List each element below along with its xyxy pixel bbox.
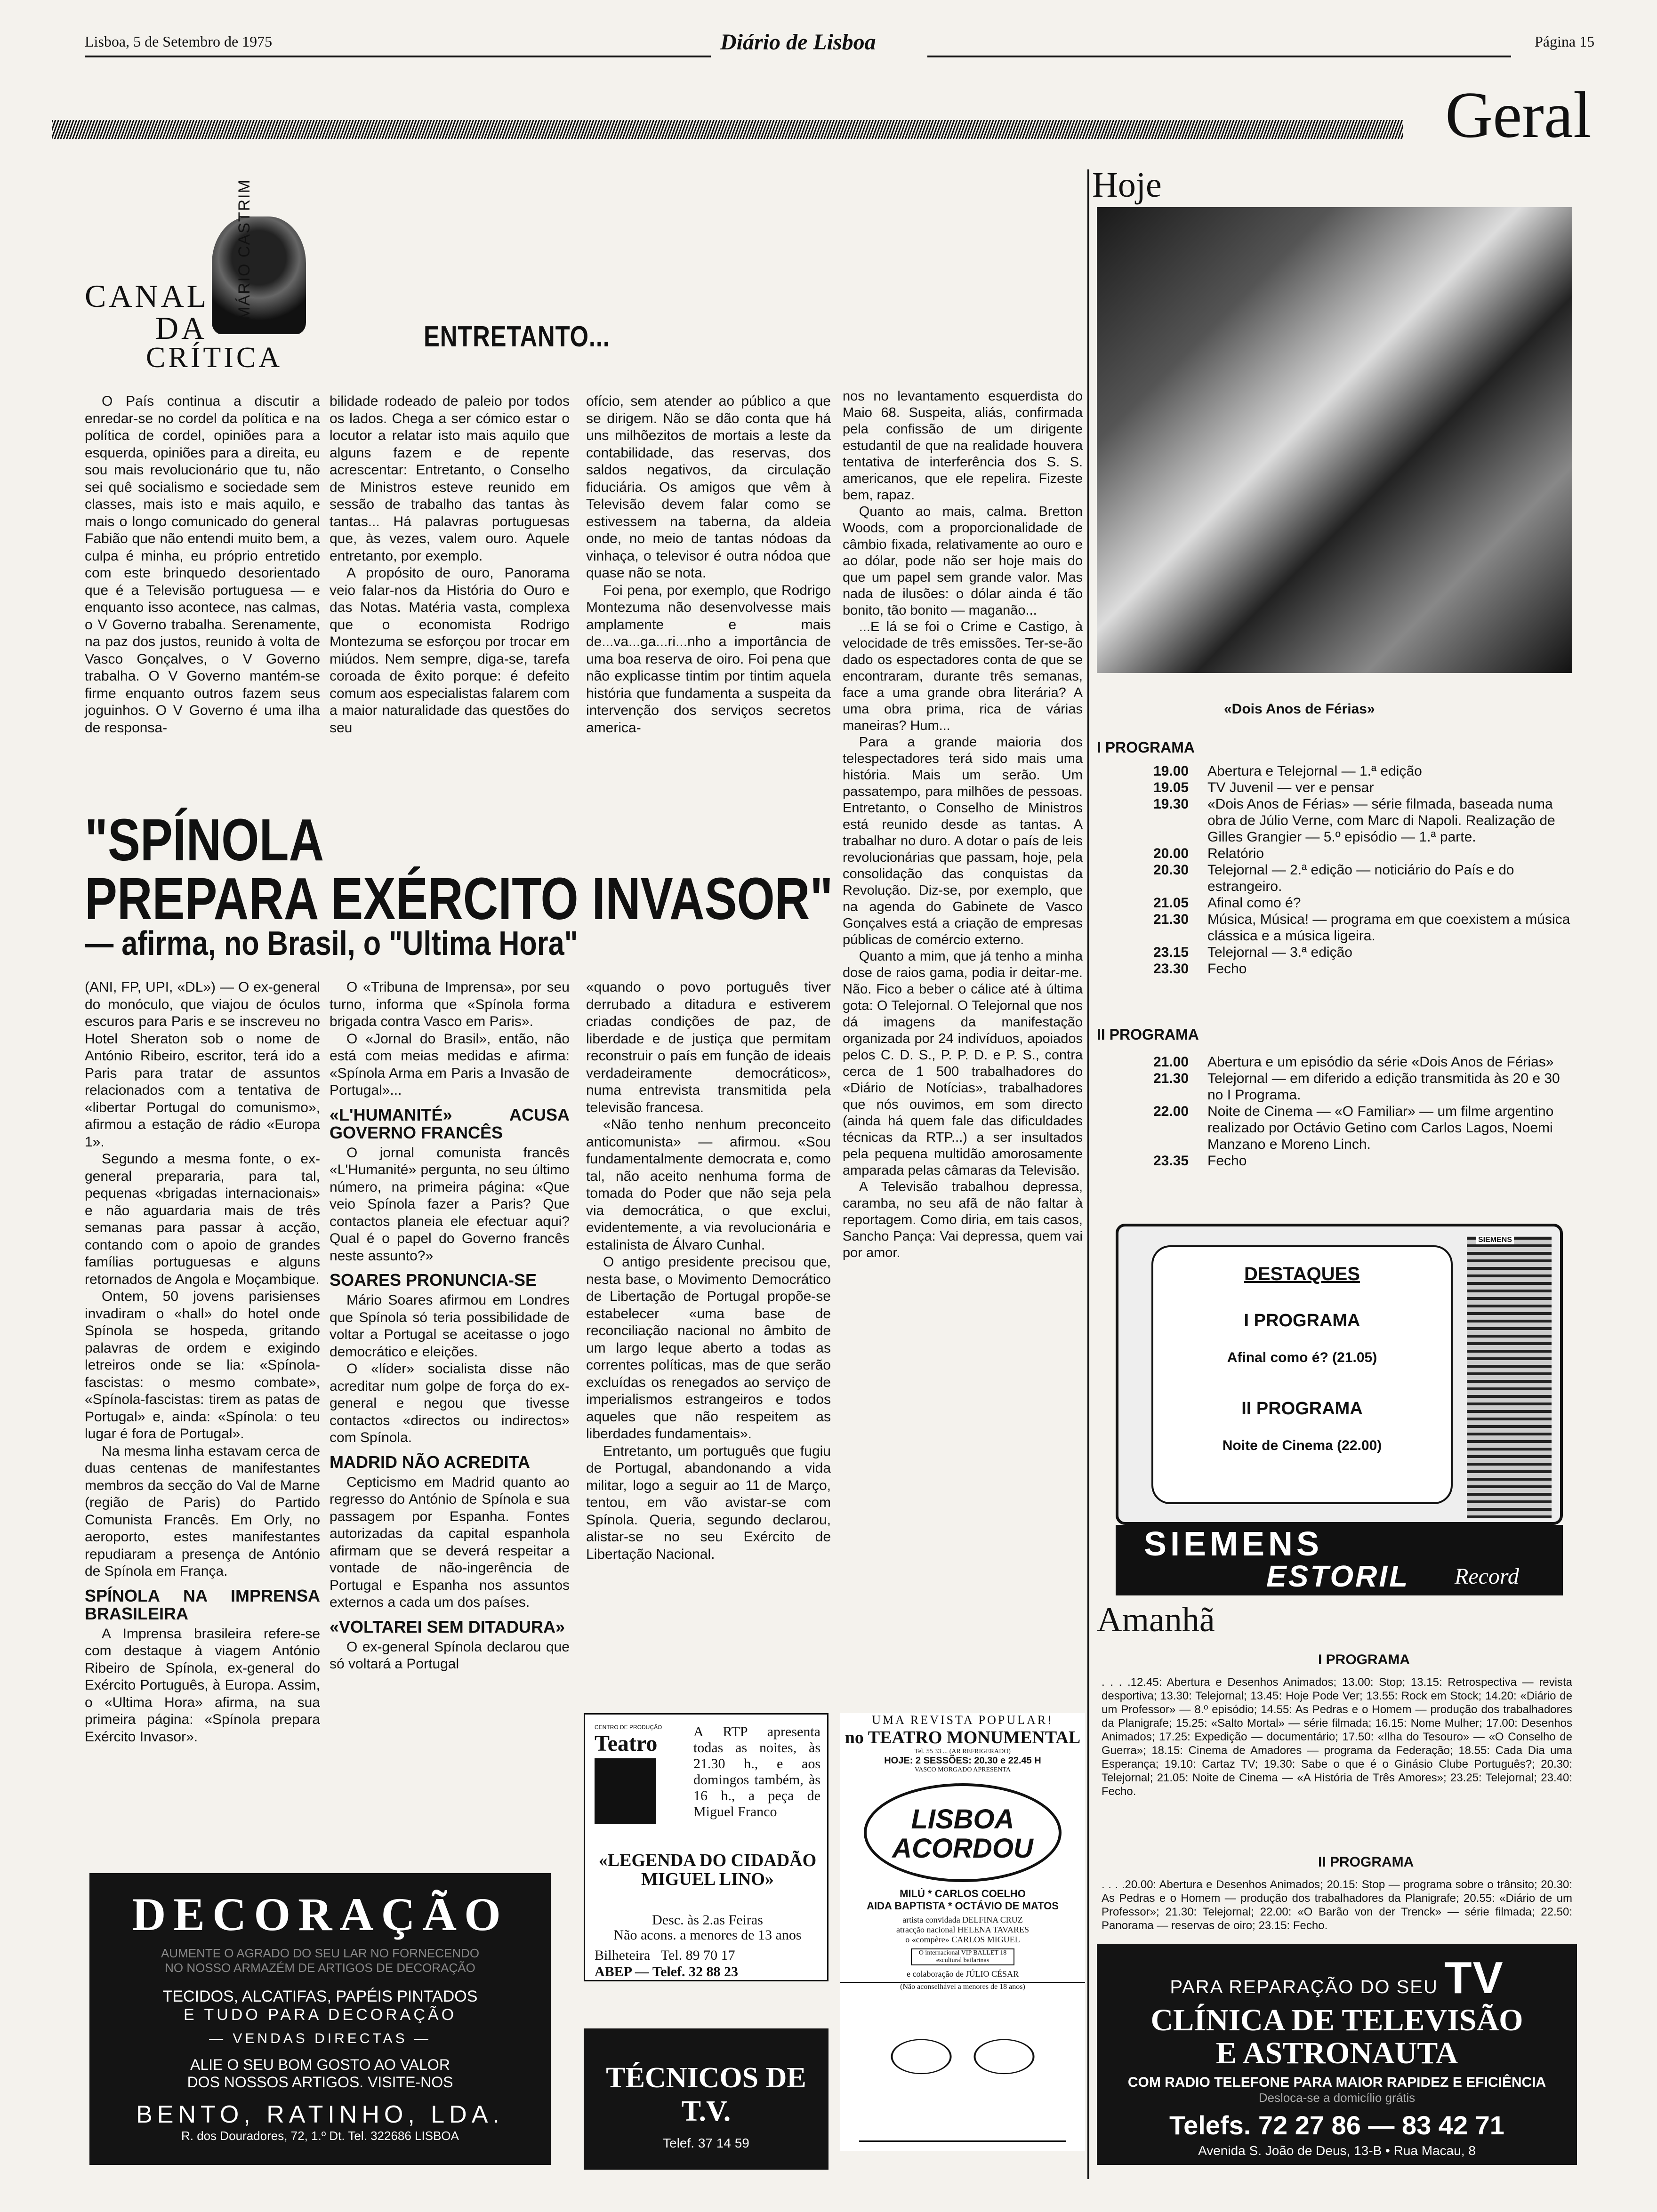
monumental-l5: VASCO MORGADO APRESENTA <box>915 1766 1011 1773</box>
article-paragraph: A Televisão trabalhou depressa, caramba, no seu afã de não faltar à reportagem. Como diria, em tais casos, Sancho Pança: Vai depressa, quem vai por amor. <box>843 1179 1083 1260</box>
teatro-ad <box>584 1713 828 1981</box>
program-time: 20.00 <box>1153 846 1189 861</box>
photo-caption: «Dois Anos de Férias» <box>1224 701 1375 717</box>
monumental-l4: HOJE: 2 SESSÕES: 20.30 e 22.45 H <box>884 1755 1041 1766</box>
article-paragraph: Segundo a mesma fonte, o ex-general prepararia, para tal, pequenas «brigadas internacionais» e não aguardaria mais de três semanas para passar à acção, contando com o apoio de grandes famílias portuguesas e alguns retornados de Angola e Moçambique. <box>85 1151 320 1287</box>
program-row <box>1153 1054 1572 1070</box>
program-desc: Telejornal — em diferido a edição transmitida às 20 e 30 no I Programa. <box>1207 1071 1560 1103</box>
destaques-p1: I PROGRAMA <box>1244 1311 1360 1330</box>
program-time: 19.05 <box>1153 780 1189 795</box>
clinica-l4: COM RADIO TELEFONE PARA MAIOR RAPIDEZ E EFICIÊNCIA <box>1127 2075 1546 2090</box>
destaques-title: DESTAQUES <box>1244 1264 1360 1284</box>
decoracao-l2: NO NOSSO ARMAZÉM DE ARTIGOS DE DECORAÇÃO <box>165 1961 475 1975</box>
siemens-sub: Record <box>1455 1564 1519 1589</box>
teatro-text-3: Não acons. a menores de 13 anos <box>613 1927 802 1943</box>
siemens-brand: SIEMENS <box>1144 1525 1323 1563</box>
program-time: 21.30 <box>1153 912 1189 927</box>
program-desc: Relatório <box>1207 846 1264 861</box>
teatro-text-1: A RTP apresenta todas as noites, às 21.30 h., e aos domingos também, às 16 h., a peça de Miguel Franco <box>693 1724 820 1819</box>
teatro-tag: CENTRO DE PRODUÇÃO <box>595 1724 662 1731</box>
subheading: «L'HUMANITÉ» ACUSA GOVERNO FRANCÊS <box>330 1105 570 1142</box>
cartoon-illustration <box>859 2001 1066 2142</box>
program-time: 20.30 <box>1153 862 1189 878</box>
destaques-p2: II PROGRAMA <box>1241 1399 1363 1419</box>
clinica-l3: E ASTRONAUTA <box>1215 2036 1458 2070</box>
article-paragraph: ofício, sem atender ao público a que se dirigem. Não se dão conta que há uns milhõezitos de mortais a leste da contabilidade, das reservas, dos saldos negativos, da circulação fiduciária. Os amigos que vêm à Televisão devem falar como se estivessem na taberna, da aldeia onde, no meio de tantas nódoas da vinhaça, o televisor é outra nódoa que quase não se nota. <box>586 393 831 581</box>
article-col-1 <box>85 393 320 737</box>
article-col-2 <box>330 393 570 737</box>
teatro-text-2: Desc. às 2.as Feiras <box>652 1912 763 1928</box>
teatro-logo-text: Teatro <box>595 1731 658 1756</box>
program-time: 19.00 <box>1153 763 1189 779</box>
article-paragraph: «Não tenho nenhum preconceito anticomunista» — afirmou. «Sou fundamentalmente democrata e, como tal, não aceito nenhuma forma de tomada do Poder que não seja pela via democrática, o que exclui, evidentemente, a via revolucionária e estalinista de Álvaro Cunhal. <box>586 1117 831 1253</box>
program-desc: Fecho <box>1207 1153 1247 1169</box>
subheading: SOARES PRONUNCIA-SE <box>330 1270 537 1290</box>
clinica-l1 <box>1097 1952 1577 2004</box>
clinica-l7: Avenida S. João de Deus, 13-B • Rua Macau, 8 <box>1198 2143 1476 2158</box>
program-time: 23.15 <box>1153 945 1189 960</box>
program-desc: Abertura e Telejornal — 1.ª edição <box>1207 763 1422 779</box>
article-paragraph: Quanto a mim, que já tenho a minha dose de raios gama, podia ir deitar-me. Não. Fico a beber o cálice até à última gota: O Telejornal. O Telejornal que nos dá imagens da manifestação organizada por 24 indivíduos, apoiados pelos C. D. S., P. P. D. e P. S., contra cerca de 1 500 trabalhadores do «Diário de Notícias», trabalhadores que nós ouvimos, em som directo (ainda há quem fale das dificuldades técnicas da RTP...) a ser insultados pela pequena multidão amorosamente amparada pelas câmaras da Televisão. <box>843 949 1083 1178</box>
monumental-cast-2: AIDA BAPTISTA * OCTÁVIO DE MATOS <box>867 1900 1059 1912</box>
tv-column-rule <box>1087 169 1089 2179</box>
column-logo <box>85 160 330 372</box>
program-time: 21.30 <box>1153 1071 1189 1086</box>
amanha-p2-title: II PROGRAMA <box>1318 1854 1414 1870</box>
author-portrait <box>212 216 306 334</box>
decoracao-l7: DOS NOSSOS ARTIGOS. VISITE-NOS <box>187 2074 453 2091</box>
program-desc: Música, Música! — programa em que coexistem a música clássica e a música ligeira. <box>1207 912 1570 944</box>
article-paragraph: Quanto ao mais, calma. Bretton Woods, com a proporcionalidade de câmbio fixada, relativamente ao ouro e ao dólar, pode não ser hoje mais do que um papel sem grande valor. Mas nada de ilusões: o dólar ainda é tão bonito, tão bonito — maganão... <box>843 504 1083 618</box>
article-paragraph: O «líder» socialista disse não acreditar num golpe de força do ex-general e negou que tivesse contactos «directos ou indirectos» com Spínola. <box>330 1361 570 1445</box>
monumental-warning: (Não aconselhável a menores de 18 anos) <box>840 1982 1085 1991</box>
teatro-play: «LEGENDA DO CIDADÃO MIGUEL LINO» <box>598 1851 817 1889</box>
siemens-ad <box>1116 1525 1563 1595</box>
amanha-p1-title: I PROGRAMA <box>1318 1652 1410 1667</box>
siemens-model: ESTORIL <box>1266 1559 1410 1593</box>
header-rule-left <box>85 56 711 57</box>
article-paragraph: Entretanto, um português que fugiu de Portugal, abandonando a vida militar, logo a seguir ao 11 de Março, tentou, em vão avistar-se com Spínola. Queria, segundo declarou, alistar-se no seu Exército de Libertação Nacional. <box>586 1443 831 1562</box>
program-row <box>1153 796 1572 845</box>
monumental-cast-3: artista convidada DELFINA CRUZ <box>902 1915 1023 1924</box>
header-rule-right <box>927 56 1511 57</box>
subheading: SPÍNOLA NA IMPRENSA BRASILEIRA <box>85 1586 320 1623</box>
decoracao-l3: TECIDOS, ALCATIFAS, PAPÉIS PINTADOS <box>162 1988 478 2005</box>
article-paragraph: Foi pena, por exemplo, que Rodrigo Montezuma não desenvolvesse mais amplamente e mais de...va...ga...ri...nho a importância de uma boa reserva de oiro. Foi pena que não explicasse tintim por tintim aquela história que fundamenta a suspeita da intervenção dos serviços secretos america- <box>586 582 831 736</box>
spinola-headline-2: PREPARA EXÉRCITO INVASOR" <box>85 866 833 932</box>
teatro-box-office <box>595 1948 735 1964</box>
article-paragraph: Cepticismo em Madrid quanto ao regresso do António de Spínola e sua passagem por Espanha. Fontes autorizadas da capital espanhola afirmam que se deverá respeitar a vontade de não-ingerência de Portugal e Espanha nos assuntos externos a cada um dos países. <box>330 1474 570 1610</box>
clinica-line-1: PARA REPARAÇÃO DO SEU <box>1170 1977 1438 1997</box>
program-desc: Fecho <box>1207 961 1247 977</box>
program-time: 22.00 <box>1153 1104 1189 1119</box>
teatro-logo <box>595 1724 689 1832</box>
tecnicos-ad <box>584 2028 828 2170</box>
program-time: 19.30 <box>1153 796 1189 812</box>
clinica-l2: CLÍNICA DE TELEVISÃO <box>1150 2003 1523 2037</box>
tecnicos-tel: Telef. 37 14 59 <box>663 2136 749 2150</box>
article-paragraph: O jornal comunista francês «L'Humanité» pergunta, no seu último número, na primeira página: «Que veio Spínola fazer a Paris? Que contactos planeia ele efectuar aqui? Qual é o papel do Governo francês neste assunto?» <box>330 1145 570 1264</box>
tv-screen <box>1151 1245 1453 1504</box>
monumental-ad <box>840 1713 1085 2151</box>
spinola-col-1 <box>85 979 320 1746</box>
clinica-ad <box>1097 1944 1577 2165</box>
tv-program-2 <box>1097 1026 1572 1169</box>
monumental-collab: e colaboração de JÚLIO CÉSAR <box>907 1969 1019 1979</box>
article-paragraph: O «Jornal do Brasil», então, não está com meias medidas e afirma: «Spínola Arma em Paris a Invasão de Portugal»... <box>330 1031 570 1098</box>
program-desc: Afinal como é? <box>1207 895 1301 911</box>
decoracao-l1: AUMENTE O AGRADO DO SEU LAR NO FORNECENDO <box>161 1946 480 1960</box>
monumental-ballet: O internacional VIP BALLET 18 escultural bailarinas <box>911 1948 1014 1965</box>
article-paragraph: ...E lá se foi o Crime e Castigo, à velocidade de três emissões. Ter-se-ão dado os espectadores conta de que se encontraram, durante três semanas, face a uma grande obra literária? A uma obra prima, rica de várias maneiras? Hum... <box>843 619 1083 733</box>
program-row <box>1153 1103 1572 1153</box>
article-paragraph: Mário Soares afirmou em Londres que Spínola só teria possibilidade de voltar a Portugal se aceitasse o jogo democrático e eleições. <box>330 1292 570 1360</box>
program-row <box>1153 895 1572 911</box>
tv-program-1 <box>1097 739 1572 977</box>
program-title: I PROGRAMA <box>1097 739 1195 756</box>
teatro-box-label: Bilheteira <box>595 1948 651 1963</box>
program-list <box>1097 763 1572 977</box>
article-paragraph: Para a grande maioria dos telespectadores terá sido mais uma história. Mais um serão. Um passatempo, para milhões de pessoas. Entretanto, o Conselho de Ministros está reunido desde as tantas. A trabalhar no duro. A dotar o país de leis revolucionárias que passam, hoje, pela consolidação das conquistas da Revolução. Diz-se, por exemplo, que na agenda do Gabinete de Vasco Gonçalves está a criação de empresas públicas de comércio externo. <box>843 735 1083 947</box>
tv-still-photo <box>1097 207 1572 673</box>
clinica-tv: TV <box>1444 1953 1504 2003</box>
masthead: Diário de Lisboa <box>720 30 876 55</box>
teatro-logo-mark <box>595 1758 656 1824</box>
article-paragraph: A propósito de ouro, Panorama veio falar-nos da História do Ouro e das Notas. Matéria vasta, complexa que o economista Rodrigo Montezuma se esforçou por trocar em miúdos. Nem sempre, diga-se, tarefa coroada de êxito porque: é defeito comum aos especialistas falarem com a maior naturalidade das questões do seu <box>330 565 570 736</box>
program-row <box>1153 862 1572 895</box>
tv-brand-small: SIEMENS <box>1476 1236 1514 1244</box>
amanha-p1-text: . . . .12.45: Abertura e Desenhos Animados; 13.00: Stop; 13.15: Retrospectiva — revista desportiva; 13.30: Telejornal; 13.45: Hoje Pode Ver; 13.55: Rock em Stock; 14.20: «Diário de um Professor» — 8.º episódio; 14.55: As Pedras e o Homem — produção dos trabalhadores da Planigrafe; 15.25: «Salto Mortal» — série filmada; 16.15: Nome Mulher; 17.00: Desenhos Animados; 17.25: Expedição — documentário; 17.50: «Ilha do Tesouro» — «O Conselho de Guerra»; 18.15: Cinema de Amadores — programa da Federação; 18.55: Cada Dia uma Esperança; 19.10: Cartaz TV; 19.30: Sabe o que é o Ginásio Clube Português?; 20.30: Telejornal; 21.05: Noite de Cinema — «A História de Três Amores»; 23.25: Telejornal; 23.40: Fecho. <box>1102 1676 1572 1798</box>
amanha-title: Amanhã <box>1097 1601 1215 1639</box>
destaques-p1-item: Afinal como é? (21.05) <box>1227 1350 1377 1365</box>
article-paragraph: bilidade rodeado de paleio por todos os lados. Chega a ser cómico estar o locutor a relatar isto mais aquilo que alguns fazem e de repente acrescentar: Entretanto, o Conselho de Ministros esteve reunido em sessão de trabalho das tantas às tantas... Há palavras portuguesas que, às vezes, valem ouro. Aquele entretanto, por exemplo. <box>330 393 570 564</box>
header-date: Lisboa, 5 de Setembro de 1975 <box>85 33 273 50</box>
tv-control-panel <box>1467 1236 1552 1518</box>
article-col-4 <box>843 388 1083 1261</box>
decoracao-l6: ALIE O SEU BOM GOSTO AO VALOR <box>190 2056 450 2073</box>
monumental-cast-5: o «compère» CARLOS MIGUEL <box>905 1935 1020 1944</box>
program-row <box>1153 1070 1572 1103</box>
program-time: 23.30 <box>1153 961 1189 977</box>
spinola-headline-1: "SPÍNOLA <box>85 807 324 873</box>
article-paragraph: (ANI, FP, UPI, «DL») — O ex-general do monóculo, que viajou de óculos escuros para Paris e se inscreveu no Hotel Sheraton sob o nome de António Ribeiro, escritor, terá ido a Paris para tratar de assuntos relacionados com a tentativa de «libertar Portugal do comunismo», afirmou a estação de rádio «Europa 1». <box>85 979 320 1150</box>
spinola-subhead: — afirma, no Brasil, o "Ultima Hora" <box>85 925 578 962</box>
article-paragraph: O «Tribuna de Imprensa», por seu turno, informa que «Spínola forma brigada contra Vasco em Paris». <box>330 979 570 1029</box>
article-paragraph: «quando o povo português tiver derrubado a ditadura e estiverem criadas condições de paz, de liberdade e de justiça que permitam reconstruir o país em função de ideais verdadeiramente democráticos», numa entrevista transmitida pela televisão francesa. <box>586 979 831 1115</box>
section-title: Geral <box>1445 79 1592 152</box>
subheading: MADRID NÃO ACREDITA <box>330 1452 530 1472</box>
article-paragraph: O antigo presidente precisou que, nesta base, o Movimento Democrático de Libertação de Portugal propõe-se estabelecer «uma base de reconciliação nacional no âmbito de um largo leque aberto a todas as correntes políticas, mas de que serão excluídas os renegados ao serviço de imperialismos estrangeiros e todos aqueles que não respeitem as liberdades fundamentais». <box>586 1254 831 1442</box>
program-row <box>1153 944 1572 961</box>
subheading: «VOLTAREI SEM DITADURA» <box>330 1617 565 1636</box>
program-desc: Telejornal — 3.ª edição <box>1207 945 1352 960</box>
decoracao-l8: BENTO, RATINHO, LDA. <box>136 2101 504 2128</box>
article-paragraph: A Imprensa brasileira refere-se com destaque à viagem António Ribeiro de Spínola, ex-general do Exército Português, à Europa. Assim, o «Ultima Hora» afirma, na sua primeira página: «Spínola prepara Exército Invasor». <box>85 1626 320 1745</box>
program-row <box>1153 1153 1572 1169</box>
monumental-cast-4: atracção nacional HELENA TAVARES <box>896 1925 1029 1934</box>
teatro-box-tel: Tel. 89 70 17 <box>660 1948 735 1963</box>
program-row <box>1153 779 1572 796</box>
decoracao-l4: E TUDO PARA DECORAÇÃO <box>183 2006 457 2024</box>
decoracao-ad <box>89 1873 551 2165</box>
teatro-abep: ABEP — Telef. 32 88 23 <box>595 1964 739 1980</box>
program-desc: TV Juvenil — ver e pensar <box>1207 780 1374 795</box>
logo-line-1: CANAL <box>85 278 209 314</box>
article-paragraph: O ex-general Spínola declarou que só voltará a Portugal <box>330 1639 570 1672</box>
spinola-col-2 <box>330 979 570 1673</box>
program-desc: Noite de Cinema — «O Familiar» — um filme argentino realizado por Octávio Getino com Carlos Lagos, Noemi Manzano e Moreno Linch. <box>1207 1104 1554 1152</box>
author-name: MÁRIO CASTRIM <box>235 179 253 320</box>
article-paragraph: Ontem, 50 jovens parisienses invadiram o «hall» do hotel onde Spínola se hospeda, gritando palavras de ordem e exigindo letreiros onde se lia: «Spínola-fascistas: o mesmo combate», «Spínola-fascistas: tirem as patas de Portugal» e, ainda: «Spínola: o teu lugar é fora de Portugal». <box>85 1289 320 1442</box>
program-row <box>1153 961 1572 977</box>
decoracao-l9: R. dos Douradores, 72, 1.º Dt. Tel. 322686 LISBOA <box>181 2129 459 2143</box>
program-row <box>1153 763 1572 779</box>
hatched-rule <box>52 120 1403 139</box>
clinica-l6: Telefs. 72 27 86 — 83 42 71 <box>1169 2110 1504 2140</box>
article-paragraph: nos no levantamento esquerdista do Maio 68. Suspeita, aliás, confirmada pela confissão de um dirigente estudantil de que na realidade houvera tentativa de interferência dos S. S. americanos, que ele repelira. Fizeste bem, rapaz. <box>843 389 1083 503</box>
logo-line-2: DA <box>155 310 208 346</box>
program-row <box>1153 845 1572 862</box>
page-number: Página 15 <box>1535 33 1595 50</box>
program-time: 21.00 <box>1153 1054 1189 1070</box>
program-time: 23.35 <box>1153 1153 1189 1169</box>
program-title: II PROGRAMA <box>1097 1026 1199 1043</box>
logo-line-3: CRÍTICA <box>146 342 282 374</box>
destaques-box <box>1116 1224 1563 1525</box>
program-list <box>1097 1054 1572 1169</box>
article-col-3 <box>586 393 831 737</box>
monumental-l3: Tel. 55 33 ... (AR REFRIGERADO) <box>915 1748 1011 1755</box>
article-headline: ENTRETANTO... <box>424 321 610 353</box>
article-paragraph: O País continua a discutir a enredar-se no cordel da política e na política de cordel, opiniões para a esquerda, opiniões para a direita, eu sou mais revolucionário que tu, não sei quê socialismo e sociedade sem classes, mais isto e mais aquilo, e mais o longo comunicado do general Fabião que não entendi muito bem, a culpa é minha, eu próprio entretido com este brinquedo desorientado que é a Televisão portuguesa — e enquanto isso acontece, nas calmas, o V Governo trabalha. Serenamente, na paz dos justos, reunido à volta de Vasco Gonçalves, o V Governo trabalha. O V Governo mantém-se firme enquanto outros fazem seus joguinhos. O V Governo é uma ilha de responsa- <box>85 393 320 736</box>
destaques-p2-item: Noite de Cinema (22.00) <box>1222 1438 1382 1453</box>
monumental-show-title: LISBOA ACORDOU <box>864 1783 1062 1882</box>
monumental-l2: no TEATRO MONUMENTAL <box>845 1728 1081 1747</box>
tecnicos-title: TÉCNICOS DE T.V. <box>606 2062 806 2127</box>
monumental-cast-1: MILÚ * CARLOS COELHO <box>900 1888 1026 1899</box>
spinola-col-3 <box>586 979 831 1563</box>
hoje-title: Hoje <box>1092 165 1162 205</box>
program-desc: Abertura e um episódio da série «Dois Anos de Férias» <box>1207 1054 1554 1070</box>
amanha-p2-text: . . . .20.00: Abertura e Desenhos Animados; 20.15: Stop — programa sobre o trânsito; 20.30: As Pedras e o Homem — produção dos trabalhadores da Planigrafe; 20.55: «Diário de um Professor»; 21.30: Telejornal; 22.00: «O Barão von der Trenck» — série filmada; 22.50: Panorama — reservas de oiro; 23.15: Fecho. <box>1102 1878 1572 1932</box>
monumental-l1: UMA REVISTA POPULAR! <box>872 1713 1054 1727</box>
article-paragraph: Na mesma linha estavam cerca de duas centenas de manifestantes membros da secção do Val de Marne (região de Paris) do Partido Comunista Francês. Em Orly, no aeroporto, estes manifestantes repudiaram a presença de António de Spínola em França. <box>85 1443 320 1579</box>
program-desc: Telejornal — 2.ª edição — noticiário do País e do estrangeiro. <box>1207 862 1514 894</box>
clinica-l5: Desloca-se a domicílio grátis <box>1258 2091 1416 2105</box>
program-time: 21.05 <box>1153 895 1189 911</box>
decoracao-title: DECORAÇÃO <box>132 1888 508 1940</box>
program-row <box>1153 911 1572 944</box>
decoracao-l5: — VENDAS DIRECTAS — <box>209 2031 431 2046</box>
program-desc: «Dois Anos de Férias» — série filmada, baseada numa obra de Júlio Verne, com Marc di Napoli. Realização de Gilles Grangier — 5.º episódio — 1.ª parte. <box>1207 796 1555 845</box>
